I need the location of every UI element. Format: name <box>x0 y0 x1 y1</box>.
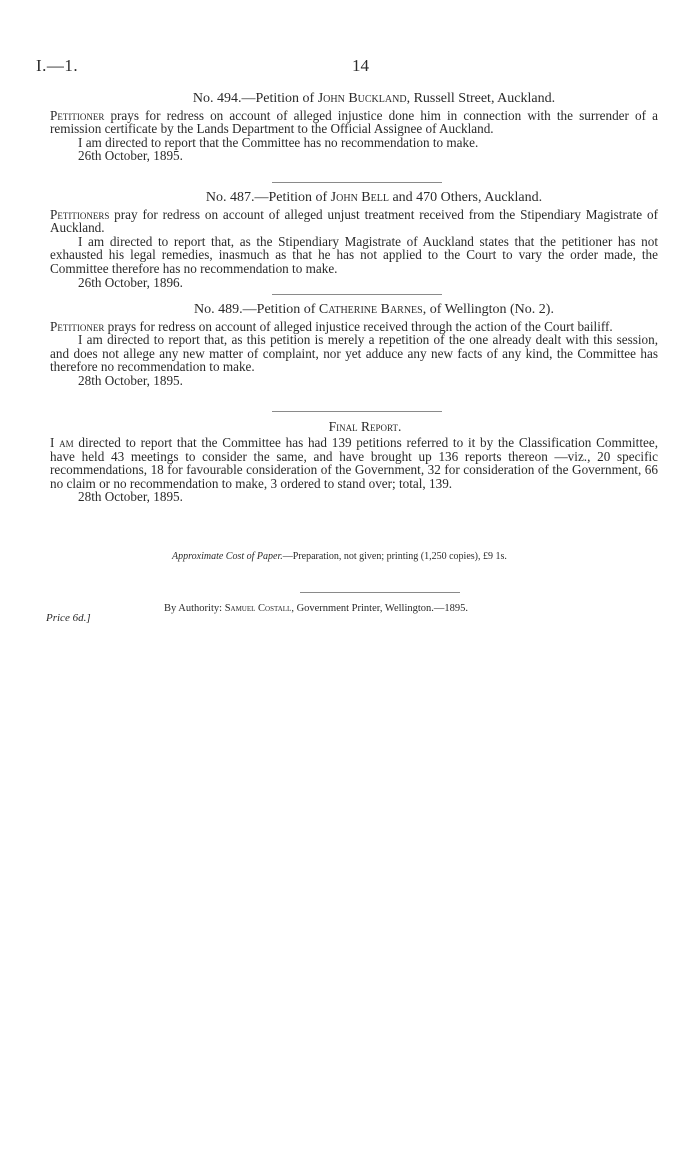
section-divider <box>272 411 442 412</box>
final-report-body: I am directed to report that the Committee has had 139 petitions referred to it by the Classification Committee, have held 43 meetings to consider the same, and have brought up 136 reports thereon —viz., 20 specific recommendations, 18 for favourable consideration of the Government, 32 for consideration of the Government, 66 no claim or no recommendation to make, 3 ordered to stand over; total, 139. <box>50 435 658 491</box>
printer-authority: By Authority: Samuel Costall, Government Printer, Wellington.—1895. <box>164 603 469 614</box>
petition-487 <box>50 191 658 289</box>
petition-prayer: Petitioner prays for redress on account of alleged injustice done him in connection with the surrender of a remission certificate by the Lands Department to the Official Assignee of Auckland. <box>50 107 658 137</box>
committee-report: I am directed to report that, as the Stipendiary Magistrate of Auckland states that the petitioner has not exhausted his legal remedies, inasmuch as that he has not applied to the Court to vary the order made, the Committee therefore has no recommendation to make. <box>50 233 658 276</box>
report-date: 26th October, 1895. <box>78 148 183 164</box>
report-date: 28th October, 1895. <box>78 489 183 505</box>
price: Price 6d.] <box>46 612 91 624</box>
petition-title: No. 489.—Petition of Catherine Barnes, of Wellington (No. 2). <box>194 302 554 317</box>
footer-divider <box>300 592 460 593</box>
final-report-title: Final Report. <box>328 419 402 434</box>
final-report <box>50 436 658 504</box>
petitioner-name: John Bell <box>330 190 389 205</box>
petition-489 <box>50 303 658 388</box>
printer-name: Samuel Costall <box>224 603 292 614</box>
petition-prayer: Petitioner prays for redress on account of alleged injustice received through the action of the Court bailiff. <box>50 318 613 334</box>
page-number: 14 <box>352 56 369 75</box>
section-divider <box>272 294 442 295</box>
report-date: 26th October, 1896. <box>78 274 183 290</box>
petition-494 <box>50 92 658 163</box>
petition-title: No. 487.—Petition of John Bell and 470 Others, Auckland. <box>205 190 543 205</box>
committee-report: I am directed to report that the Committee has no recommendation to make. <box>78 134 479 150</box>
report-date: 28th October, 1895. <box>78 372 183 388</box>
petitioner-name: John Buckland <box>317 91 407 106</box>
approximate-cost: Approximate Cost of Paper.—Preparation, not given; printing (1,250 copies), £9 1s. <box>172 551 507 562</box>
section-divider <box>272 182 442 183</box>
petition-prayer: Petitioners pray for redress on account of alleged unjust treatment received from the Stipendiary Magistrate of Auckland. <box>50 206 658 236</box>
committee-report: I am directed to report that, as this petition is merely a repetition of the one already dealt with this session, and does not allege any new matter of complaint, nor yet adduce any new facts of any kind, the Committee has therefore no recommendation to make. <box>50 332 658 375</box>
petition-title: No. 494.—Petition of John Buckland, Russell Street, Auckland. <box>192 91 556 106</box>
petitioner-name: Catherine Barnes <box>318 302 423 317</box>
series-number: I.—1. <box>36 56 79 75</box>
